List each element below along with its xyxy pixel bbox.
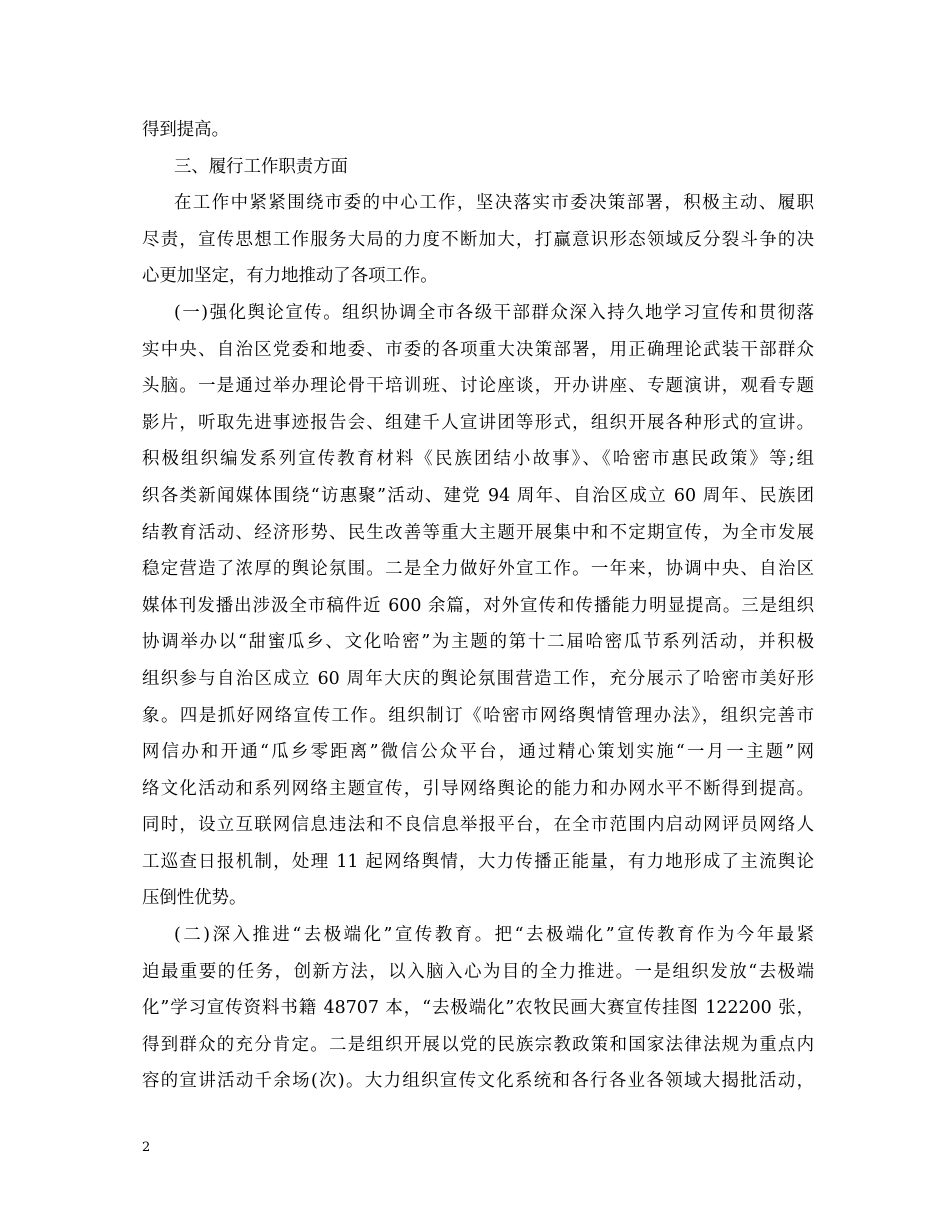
text-line: 头脑。一是通过举办理论骨干培训班、讨论座谈，开办讲座、专题演讲，观看专题 (142, 376, 814, 397)
text-line: 媒体刊发播出涉汲全市稿件近 600 余篇，对外宣传和传播能力明显提高。三是组织 (142, 595, 814, 616)
text-line: 网信办和开通“瓜乡零距离”微信公众平台，通过精心策划实施“一月一主题”网 (142, 742, 814, 763)
text-line: 络文化活动和系列网络主题宣传，引导网络舆论的能力和办网水平不断得到提高。 (142, 778, 814, 799)
text-line: 影片，听取先进事迹报告会、组建千人宣讲团等形式，组织开展各种形式的宣讲。 (142, 412, 814, 433)
text-line: 稳定营造了浓厚的舆论氛围。二是全力做好外宣工作。一年来，协调中央、自治区 (142, 559, 814, 580)
text-line: (二)深入推进“去极端化”宣传教育。把“去极端化”宣传教育作为今年最紧 (174, 925, 814, 946)
text-line: 工巡查日报机制，处理 11 起网络舆情，大力传播正能量，有力地形成了主流舆论 (142, 851, 814, 872)
text-line: 压倒性优势。 (142, 888, 247, 909)
text-line: 迫最重要的任务，创新方法，以入脑入心为目的全力推进。一是组织发放“去极端 (142, 961, 814, 982)
text-line: 在工作中紧紧围绕市委的中心工作，坚决落实市委决策部署，积极主动、履职 (174, 193, 814, 214)
text-line: 得到提高。 (142, 120, 229, 140)
page-number: 2 (142, 1140, 151, 1155)
section-heading: 三、履行工作职责方面 (174, 156, 348, 177)
text-line: 结教育活动、经济形势、民生改善等重大主题开展集中和不定期宣传，为全市发展 (142, 522, 814, 543)
text-line: 容的宣讲活动千余场(次)。大力组织宣传文化系统和各行各业各领域大揭批活动， (142, 1071, 814, 1092)
text-line: 组织参与自治区成立 60 周年大庆的舆论氛围营造工作，充分展示了哈密市美好形 (142, 668, 814, 689)
text-line: 尽责，宣传思想工作服务大局的力度不断加大，打赢意识形态领域反分裂斗争的决 (142, 229, 814, 250)
text-line: 象。四是抓好网络宣传工作。组织制订《哈密市网络舆情管理办法》，组织完善市 (142, 705, 814, 726)
text-line: 化”学习宣传资料书籍 48707 本，“去极端化”农牧民画大赛宣传挂图 122200 张， (142, 998, 814, 1019)
text-line: 织各类新闻媒体围绕“访惠聚”活动、建党 94 周年、自治区成立 60 周年、民族团 (142, 485, 814, 506)
document-body (142, 112, 814, 1100)
text-line: (一)强化舆论宣传。组织协调全市各级干部群众深入持久地学习宣传和贯彻落 (174, 302, 814, 323)
text-line: 得到群众的充分肯定。二是组织开展以党的民族宗教政策和国家法律法规为重点内 (142, 1034, 814, 1055)
text-line: 实中央、自治区党委和地委、市委的各项重大决策部署，用正确理论武装干部群众 (142, 339, 814, 360)
text-line: 协调举办以“甜蜜瓜乡、文化哈密”为主题的第十二届哈密瓜节系列活动，并积极 (142, 632, 814, 653)
text-line: 同时，设立互联网信息违法和不良信息举报平台，在全市范围内启动网评员网络人 (142, 815, 814, 836)
text-line: 心更加坚定，有力地推动了各项工作。 (142, 266, 438, 287)
text-line: 积极组织编发系列宣传教育材料《民族团结小故事》、《哈密市惠民政策》等;组 (142, 449, 814, 470)
